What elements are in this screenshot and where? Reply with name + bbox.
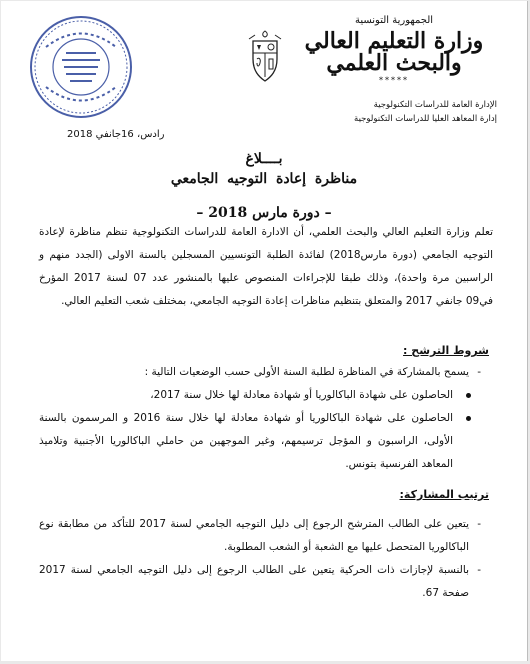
list-item: الحاصلون على شهادة الباكالوريا أو شهادة معادلة لها خلال سنة 2017، xyxy=(39,384,481,407)
ministry-name-line2: والبحث العلمي xyxy=(326,50,462,76)
main-title: مناظرة إعادة التوجيه الجامعي xyxy=(170,171,358,187)
list-item: - يتعين على الطالب المترشح الرجوع إلى دليل التوجيه الجامعي لسنة 2017 للتأكد من مطابقة نوع الباكالوريا المتحصل عليها مع الشعبة أو الشعب المطلوبة. xyxy=(39,513,481,559)
section-heading-procedure: ترتيب المشاركة: xyxy=(399,488,489,501)
republic-label: الجمهورية التونسية xyxy=(354,15,434,26)
intro-paragraph: تعلم وزارة التعليم العالي والبحث العلمي، أن الادارة العامة للدراسات التكنولوجية تنظم مناظرة لإعادة التوجيه الجامعي (دورة مارس2018) لفائدة الطلبة التونسيين المسجلين بالسنة الاولى (الجدد منهم و الراسبين مرة واحدة)، وذلك طبقا للإجراءات المنصوص عليها بالمنشور عدد 07 لسنة 2017 المؤرخ في09 جانفي 2017 والمتعلق بتنظيم مناظرات إعادة التوجيه الجامعي، بمختلف شعب التعليم العالي. xyxy=(39,226,493,307)
direction-line1: الإدارة العامة للدراسات التكنولوجية xyxy=(373,100,497,110)
notice-title: بــــلاغ xyxy=(245,151,283,167)
direction-block xyxy=(287,98,497,126)
list-item: - يسمح بالمشاركة في المناظرة لطلبة السنة الأولى حسب الوضعيات التالية : xyxy=(39,361,481,384)
section-heading-conditions: شروط الترشح : xyxy=(403,344,489,357)
session-title: – دورة مارس 2018 – xyxy=(196,205,332,221)
list-item: الحاصلون على شهادة الباكالوريا أو شهادة معادلة لها خلال سنة 2016 و المرسمون بالسنة الأولى، الراسبون و المؤجل ترسيمهم، وغير الموجهين من حاملي الباكالوريا الأجنبية وتلاميذ المعاهد الفرنسية بتونس. xyxy=(39,407,481,476)
ministry-name-line1: وزارة التعليم العالي xyxy=(304,28,484,54)
direction-line2: إدارة المعاهد العليا للدراسات التكنولوجية xyxy=(354,114,497,124)
coat-of-arms-icon xyxy=(245,29,285,85)
stars-ornament: ***** xyxy=(379,76,409,85)
official-stamp-icon xyxy=(26,12,136,122)
list-item: - بالنسبة لإجازات ذات الحركية يتعين على الطالب الرجوع إلى دليل التوجيه الجامعي لسنة 2017 صفحة 67. xyxy=(39,559,481,605)
procedure-list xyxy=(39,513,481,605)
document-page xyxy=(1,1,528,661)
date-line: رادس، 16جانفي 2018 xyxy=(67,129,165,140)
letterhead xyxy=(289,15,499,85)
conditions-list xyxy=(39,361,481,476)
